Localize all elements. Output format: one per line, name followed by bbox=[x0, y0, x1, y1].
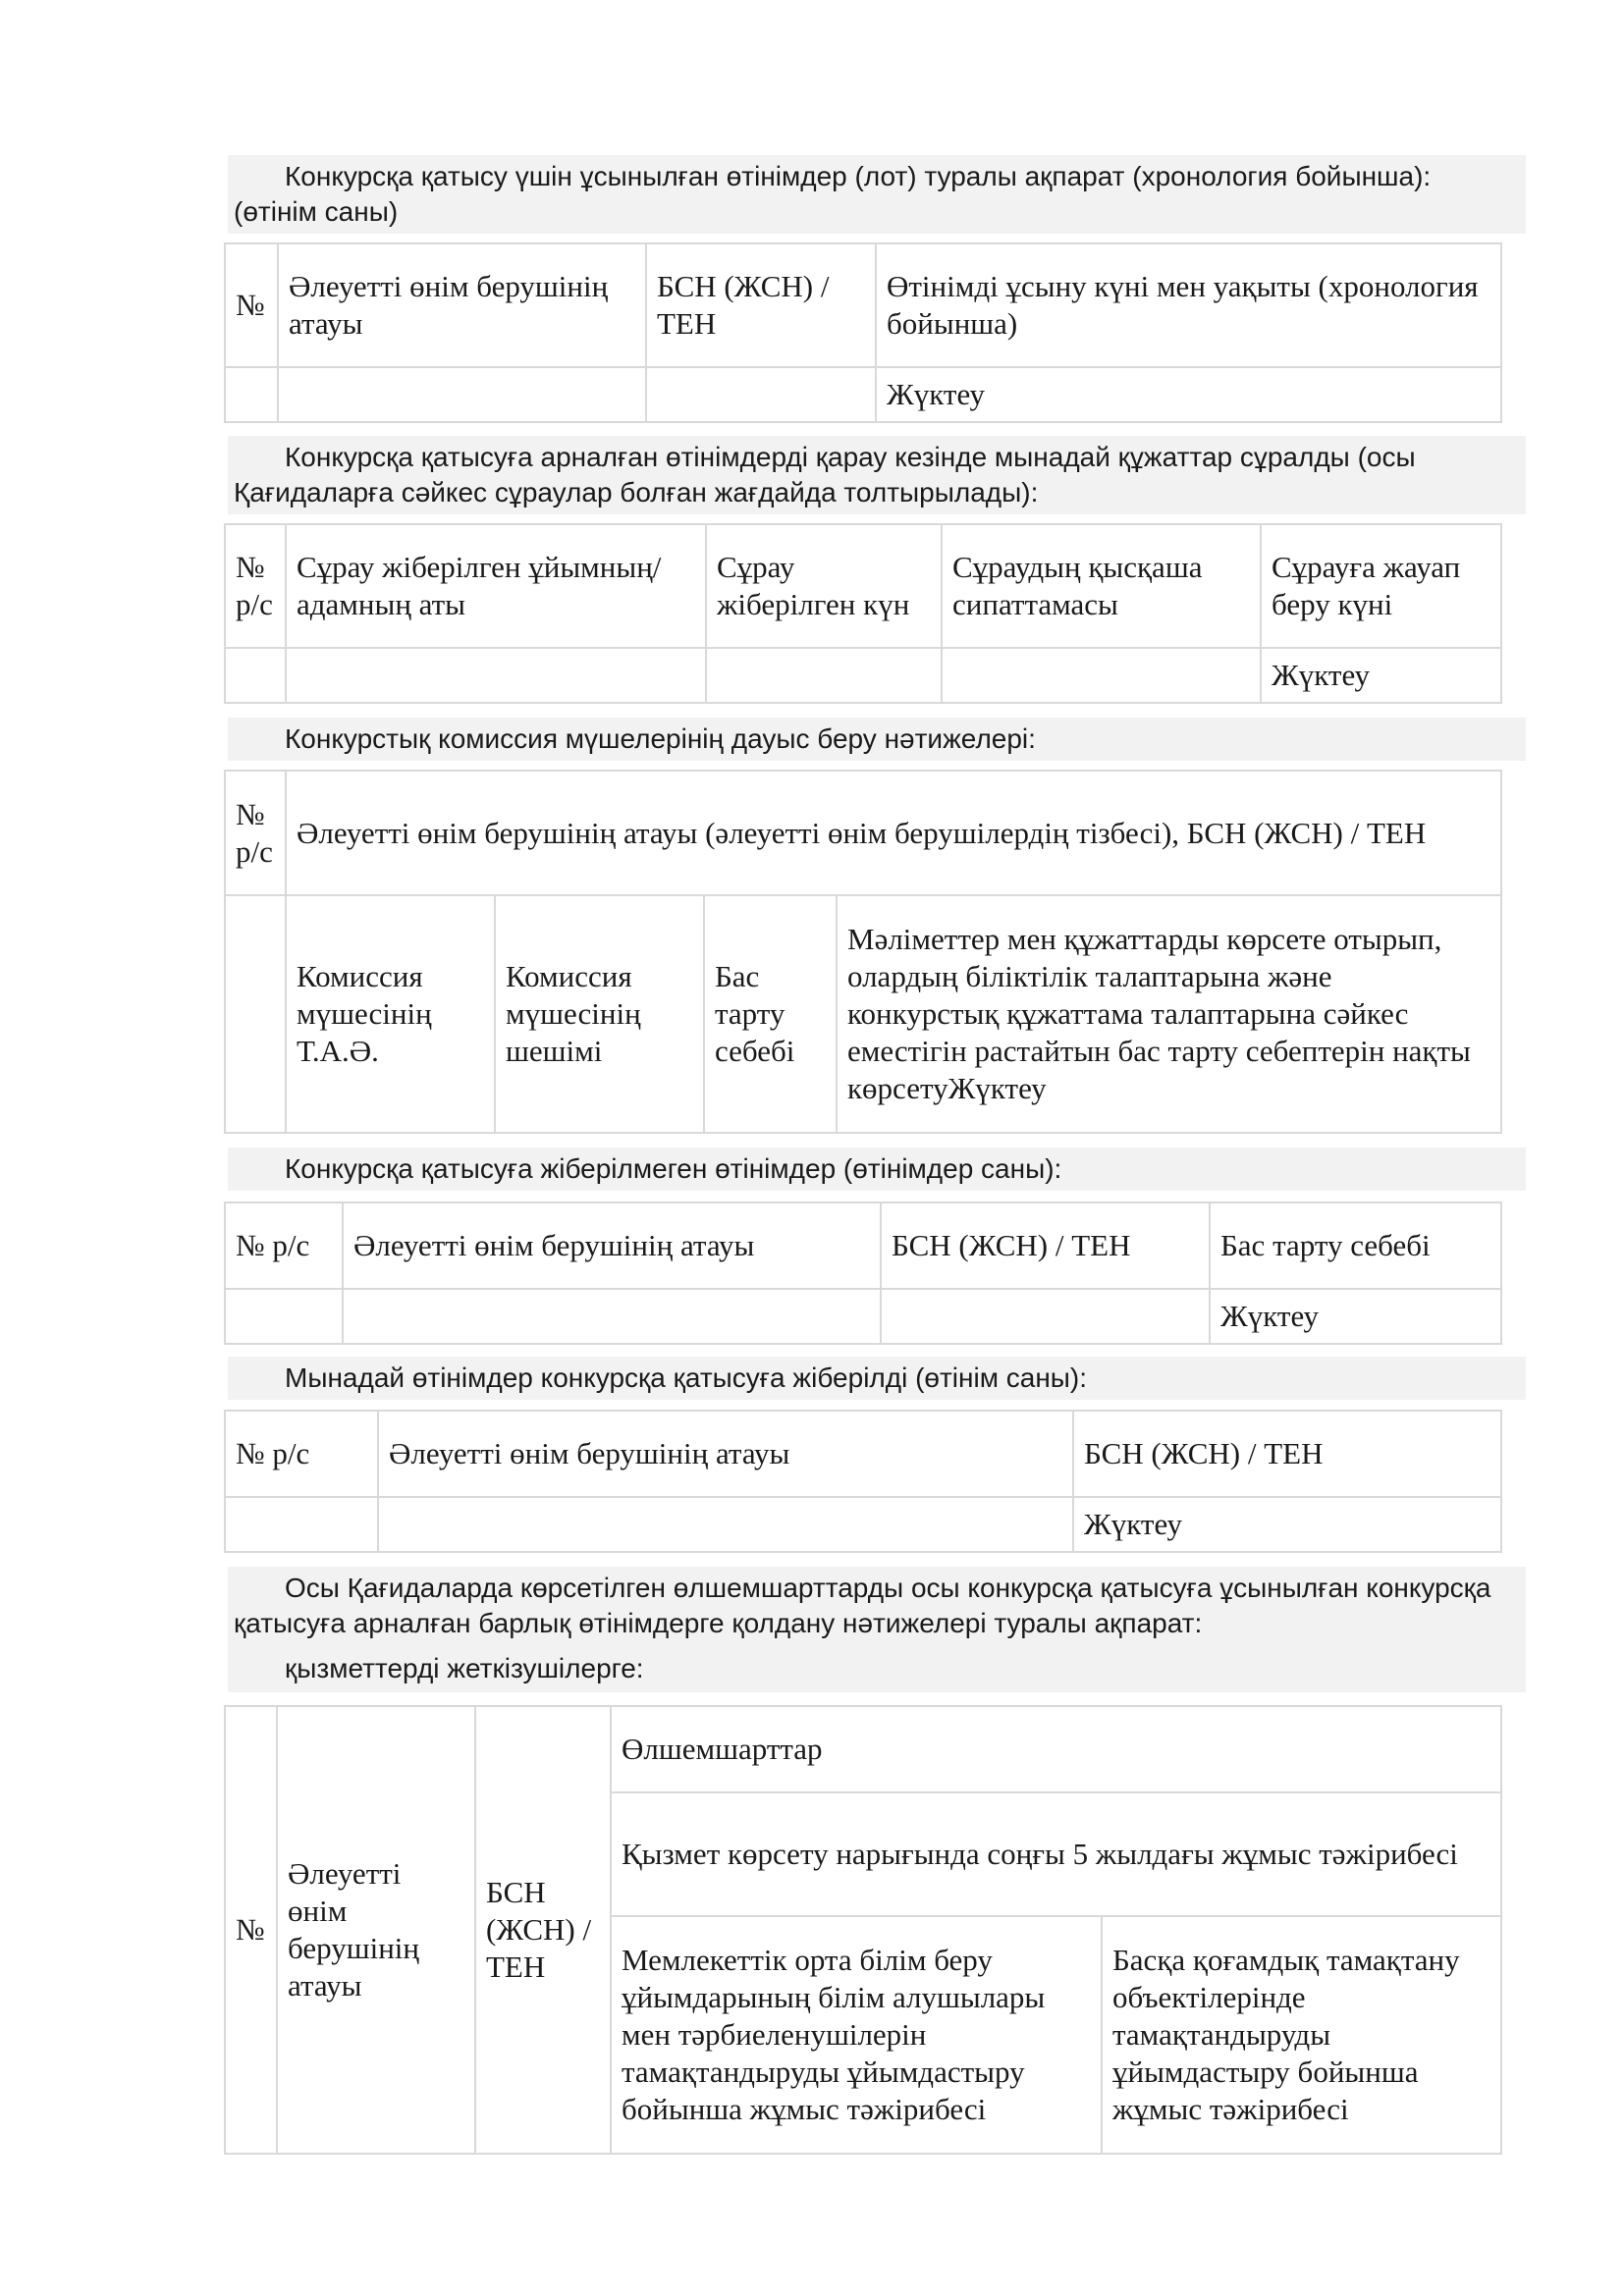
col-header-num: № р/с bbox=[225, 1202, 343, 1289]
table-row bbox=[225, 1289, 1501, 1344]
table-header-row bbox=[225, 1411, 1501, 1497]
table-header-row bbox=[225, 243, 1501, 367]
col-header-num: № bbox=[225, 243, 278, 367]
col-header-member-name: Комиссия мүшесінің Т.А.Ә. bbox=[286, 895, 495, 1133]
col-header-bin: БСН (ЖСН) / ТЕН bbox=[1073, 1411, 1501, 1497]
rejected-applications-table bbox=[224, 1201, 1502, 1345]
section-6-subheading: қызметтерді жеткізушілерге: bbox=[285, 1653, 644, 1683]
section-3-heading: Конкурстық комиссия мүшелерінің дауыс беру нәтижелері: bbox=[228, 718, 1526, 761]
col-header-bin: БСН (ЖСН) / ТЕН bbox=[646, 243, 876, 367]
download-link[interactable]: Жүктеу bbox=[1220, 1299, 1319, 1333]
section-4-heading: Конкурсқа қатысуға жіберілмеген өтінімдер (өтінімдер саны): bbox=[228, 1148, 1526, 1191]
col-header-num: № р/с bbox=[225, 1411, 378, 1497]
col-header-school-experience: Мемлекеттік орта білім беру ұйымдарының білім алушылары мен тәрбиеленушілерін тамақтандыруды ұйымдастыру бойынша жұмыс тәжірибесі bbox=[611, 1916, 1102, 2154]
download-link[interactable]: Жүктеу bbox=[1272, 658, 1370, 692]
col-header-reject-reason: Бас тарту себебі bbox=[704, 895, 837, 1133]
commission-votes-table bbox=[224, 770, 1502, 1134]
table-header-row bbox=[225, 524, 1501, 648]
col-header-num: № р/с bbox=[225, 771, 286, 895]
download-link[interactable]: Жүктеу bbox=[947, 1071, 1047, 1105]
col-header-submission-date: Өтінімді ұсыну күні мен уақыты (хронология бойынша) bbox=[876, 243, 1501, 367]
col-header-response-date: Сұрауға жауап беру күні bbox=[1261, 524, 1501, 648]
col-header-supplier-name: Әлеуетті өнім берушінің атауы bbox=[277, 1706, 475, 2154]
col-header-supplier-name: Әлеуетті өнім берушінің атауы bbox=[278, 243, 646, 367]
col-header-supplier-name: Әлеуетті өнім берушінің атауы bbox=[343, 1202, 881, 1289]
col-header-description: Сұраудың қысқаша сипаттамасы bbox=[942, 524, 1261, 648]
section-1-heading: Конкурсқа қатысу үшін ұсынылған өтінімдер (лот) туралы ақпарат (хронология бойынша): (өтінім саны) bbox=[228, 155, 1526, 234]
requested-documents-table bbox=[224, 523, 1502, 704]
applications-table bbox=[224, 242, 1502, 423]
table-row bbox=[225, 648, 1501, 703]
download-link[interactable]: Жүктеу bbox=[887, 377, 985, 411]
col-header-num: № р/с bbox=[225, 524, 286, 648]
section-5-heading: Мынадай өтінімдер конкурсқа қатысуға жіберілді (өтінім саны): bbox=[228, 1357, 1526, 1400]
col-header-supplier: Әлеуетті өнім берушінің атауы (әлеуетті өнім берушілердің тізбесі), БСН (ЖСН) / ТЕН bbox=[286, 771, 1501, 895]
col-header-bin: БСН (ЖСН) / ТЕН bbox=[475, 1706, 611, 2154]
col-header-criteria: Өлшемшарттар bbox=[611, 1706, 1501, 1792]
reject-reason-details: Мәліметтер мен құжаттарды көрсете отырып, олардың біліктілік талаптарына және конкурстық құжаттама талаптарына сәйкес еместігін растайтын бас тарту себептерін нақты көрсетуЖүктеу bbox=[837, 895, 1501, 1133]
col-header-num: № bbox=[225, 1706, 277, 2154]
section-2-heading: Конкурсқа қатысуға арналған өтінімдерді қарау кезінде мынадай құжаттар сұралды (осы Қағидаларға сәйкес сұраулар болған жағдайда толтырылады): bbox=[228, 436, 1526, 514]
table-row bbox=[225, 367, 1501, 422]
table-header-row bbox=[225, 771, 1501, 895]
col-header-reject-reason: Бас тарту себебі bbox=[1210, 1202, 1501, 1289]
col-header-request-date: Сұрау жіберілген күн bbox=[706, 524, 942, 648]
col-header-member-decision: Комиссия мүшесінің шешімі bbox=[495, 895, 704, 1133]
col-header-bin: БСН (ЖСН) / ТЕН bbox=[881, 1202, 1210, 1289]
col-header-supplier-name: Әлеуетті өнім берушінің атауы bbox=[378, 1411, 1073, 1497]
col-header-experience: Қызмет көрсету нарығында соңғы 5 жылдағы жұмыс тәжірибесі bbox=[611, 1792, 1501, 1916]
table-header-row bbox=[225, 1202, 1501, 1289]
table-header-row bbox=[225, 1706, 1501, 1792]
download-link[interactable]: Жүктеу bbox=[1084, 1507, 1182, 1541]
section-6-heading: Осы Қағидаларда көрсетілген өлшемшарттарды осы конкурсқа қатысуға ұсынылған конкурсқа қатысуға арналған барлық өтінімдерге қолдану нәтижелері туралы ақпарат: қызметтерді жеткізушілерге: bbox=[228, 1567, 1526, 1692]
admitted-applications-table bbox=[224, 1410, 1502, 1553]
criteria-table bbox=[224, 1705, 1502, 2155]
table-row bbox=[225, 1497, 1501, 1552]
col-header-organization: Сұрау жіберілген ұйымның/адамның аты bbox=[286, 524, 706, 648]
table-row bbox=[225, 895, 1501, 1133]
col-header-other-experience: Басқа қоғамдық тамақтану объектілерінде тамақтандыруды ұйымдастыру бойынша жұмыс тәжірибесі bbox=[1102, 1916, 1501, 2154]
